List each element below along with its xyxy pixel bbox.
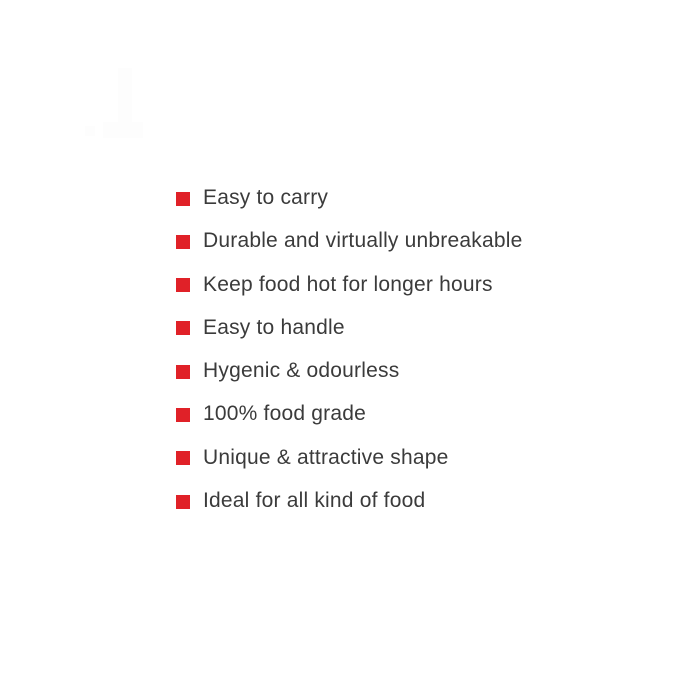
feature-item [176, 315, 522, 341]
feature-text: Keep food hot for longer hours [203, 272, 493, 296]
feature-item [176, 401, 522, 427]
feature-item [176, 445, 522, 471]
faint-watermark [85, 68, 140, 138]
red-square-bullet-icon [176, 192, 190, 206]
feature-item [176, 228, 522, 254]
red-square-bullet-icon [176, 321, 190, 335]
red-square-bullet-icon [176, 451, 190, 465]
red-square-bullet-icon [176, 408, 190, 422]
feature-text: Easy to carry [203, 186, 329, 209]
feature-text: Ideal for all kind of food [203, 489, 426, 513]
feature-text: Unique & attractive shape [203, 445, 449, 469]
feature-item [176, 358, 522, 384]
red-square-bullet-icon [176, 365, 190, 379]
feature-text: 100% food grade [203, 402, 366, 426]
feature-text: Durable and virtually unbreakable [203, 229, 523, 253]
feature-text: Easy to handle [203, 315, 345, 339]
feature-item [176, 488, 522, 514]
feature-text: Hygenic & odourless [203, 359, 400, 383]
feature-list [176, 185, 522, 514]
red-square-bullet-icon [176, 235, 190, 249]
watermark-base-shape [103, 122, 143, 138]
red-square-bullet-icon [176, 495, 190, 509]
red-square-bullet-icon [176, 278, 190, 292]
feature-item [176, 272, 522, 298]
watermark-dot-shape [85, 126, 95, 136]
feature-item [176, 185, 522, 211]
watermark-bar-shape [118, 68, 132, 130]
